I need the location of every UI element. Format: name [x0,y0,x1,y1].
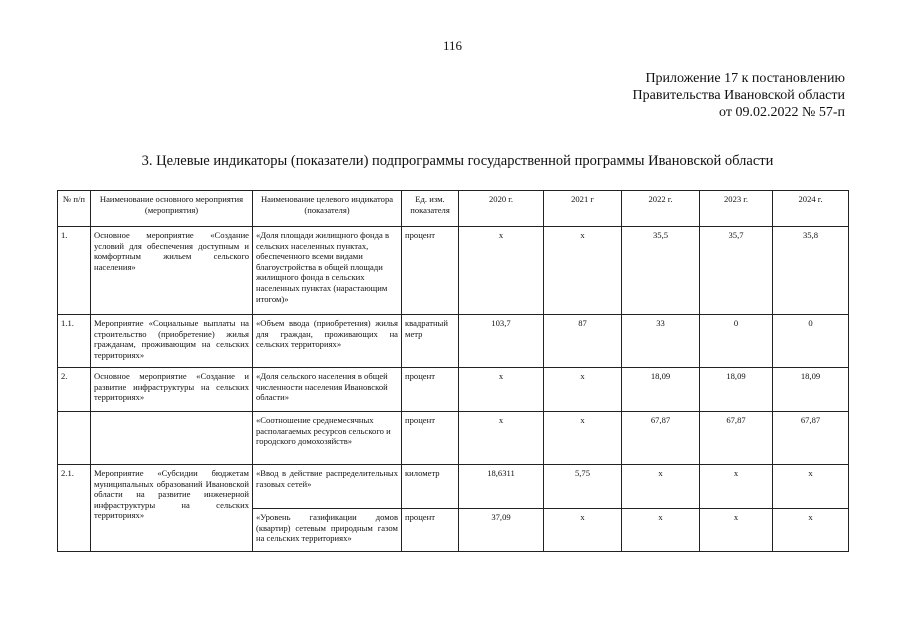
cell-2020: 18,6311 [459,465,544,509]
cell-2024: 18,09 [773,368,849,412]
cell-2022: х [622,465,700,509]
cell-2023: х [700,509,773,552]
header-2023: 2023 г. [700,191,773,227]
cell-2023: 35,7 [700,227,773,315]
cell-2021: х [544,412,622,465]
appendix-line-3: от 09.02.2022 № 57-п [719,105,845,120]
cell-2020: 103,7 [459,315,544,368]
cell-event: Мероприятие «Субсидии бюджетам муниципальных образований Ивановской области на развитие инженерной инфраструктуры на сельских территориях» [91,465,253,552]
cell-2023: 67,87 [700,412,773,465]
cell-indicator: «Уровень газификации домов (квартир) сетевым природным газом на сельских территориях» [253,509,402,552]
cell-unit: километр [402,465,459,509]
table-row [58,412,849,465]
cell-2022: 67,87 [622,412,700,465]
table-row [58,368,849,412]
cell-2022: 18,09 [622,368,700,412]
cell-2024: х [773,465,849,509]
table-row [58,465,849,509]
cell-2021: х [544,368,622,412]
cell-2024: 35,8 [773,227,849,315]
cell-2024: 67,87 [773,412,849,465]
document-title: 3. Целевые индикаторы (показатели) подпрограммы государственной программы Ивановской области [141,153,774,169]
cell-indicator: «Ввод в действие распределительных газовых сетей» [253,465,402,509]
cell-unit: процент [402,412,459,465]
header-indicator: Наименование целевого индикатора (показателя) [253,191,402,227]
cell-2023: 18,09 [700,368,773,412]
header-2020: 2020 г. [459,191,544,227]
cell-unit: процент [402,227,459,315]
cell-unit: квадратный метр [402,315,459,368]
cell-2024: х [773,509,849,552]
cell-num: 2. [58,368,91,412]
cell-2022: 35,5 [622,227,700,315]
appendix-line-2: Правительства Ивановской области [632,88,845,103]
table-header-row [58,191,849,227]
cell-2020: х [459,412,544,465]
cell-2021: 87 [544,315,622,368]
cell-2020: х [459,368,544,412]
cell-unit: процент [402,368,459,412]
cell-event [91,412,253,465]
cell-2021: х [544,227,622,315]
cell-unit: процент [402,509,459,552]
header-unit: Ед. изм. показателя [402,191,459,227]
cell-indicator: «Доля сельского населения в общей численности населения Ивановской области» [253,368,402,412]
table-row [58,227,849,315]
cell-num: 1. [58,227,91,315]
header-2024: 2024 г. [773,191,849,227]
cell-2022: 33 [622,315,700,368]
cell-num [58,412,91,465]
indicators-table [57,190,849,552]
header-num: № п/п [58,191,91,227]
page-number: 116 [442,38,463,53]
cell-indicator: «Доля площади жилищного фонда в сельских населенных пунктах, обеспеченного всеми видами благоустройства в общей площади жилищного фонда в сельских населенных пунктах (нарастающим итогом)» [253,227,402,315]
cell-event: Мероприятие «Социальные выплаты на строительство (приобретение) жилья гражданам, проживающим на сельских территориях» [91,315,253,368]
cell-num: 2.1. [58,465,91,552]
cell-2022: х [622,509,700,552]
cell-2021: х [544,509,622,552]
cell-indicator: «Соотношение среднемесячных располагаемых ресурсов сельского и городского домохозяйств» [253,412,402,465]
appendix-block [633,70,845,121]
cell-2023: х [700,465,773,509]
cell-event: Основное мероприятие «Создание условий для обеспечения доступным и комфортным жильем сельского населения» [91,227,253,315]
cell-2021: 5,75 [544,465,622,509]
header-event: Наименование основного мероприятия (мероприятия) [91,191,253,227]
cell-indicator: «Объем ввода (приобретения) жилья для граждан, проживающих на сельских территориях» [253,315,402,368]
cell-2023: 0 [700,315,773,368]
cell-2024: 0 [773,315,849,368]
header-2022: 2022 г. [622,191,700,227]
cell-num: 1.1. [58,315,91,368]
cell-2020: х [459,227,544,315]
table-row [58,315,849,368]
appendix-line-1: Приложение 17 к постановлению [645,71,845,86]
header-2021: 2021 г [544,191,622,227]
cell-2020: 37,09 [459,509,544,552]
cell-event: Основное мероприятие «Создание и развитие инфраструктуры на сельских территориях» [91,368,253,412]
